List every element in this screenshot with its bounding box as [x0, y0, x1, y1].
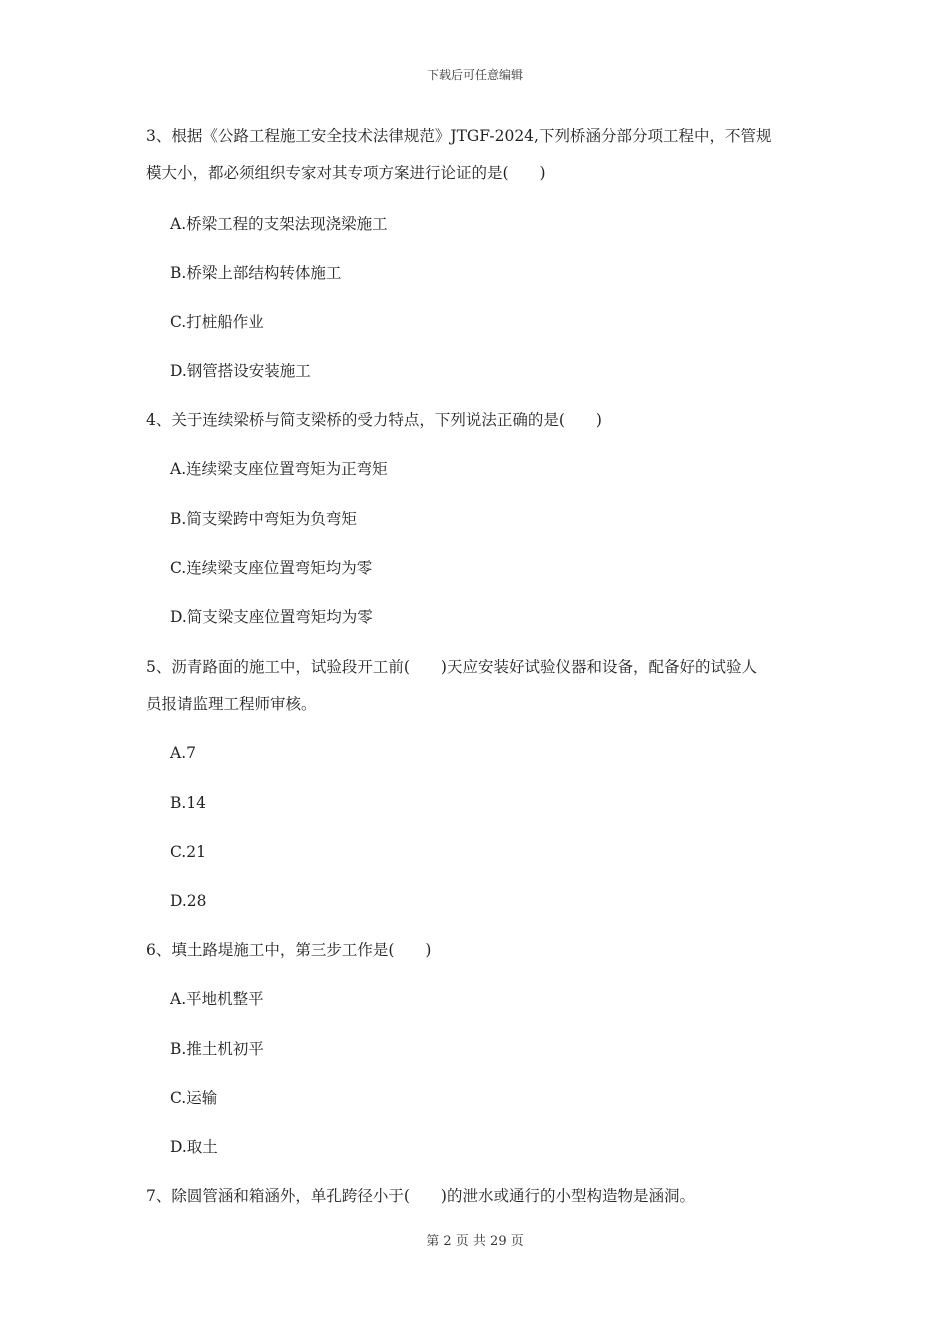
- question-5-option-a: A.7: [170, 744, 196, 762]
- question-3-option-b: B.桥梁上部结构转体施工: [170, 264, 342, 282]
- page-footer: 第 2 页 共 29 页: [426, 1234, 524, 1249]
- question-3-line-2: 模大小，都必须组织专家对其专项方案进行论证的是( ): [146, 164, 546, 182]
- question-4-option-d: D.简支梁支座位置弯矩均为零: [170, 608, 373, 626]
- question-3-option-c: C.打桩船作业: [170, 313, 264, 331]
- question-5-line-2: 员报请监理工程师审核。: [146, 695, 317, 713]
- question-3-option-a: A.桥梁工程的支架法现浇梁施工: [170, 215, 388, 233]
- question-3-option-d: D.钢管搭设安装施工: [170, 362, 311, 380]
- page-header: 下载后可任意编辑: [426, 68, 523, 82]
- question-5-option-b: B.14: [170, 794, 207, 812]
- question-5-line-1: 5、沥青路面的施工中，试验段开工前( )天应安装好试验仪器和设备，配备好的试验人: [146, 658, 757, 676]
- question-5-option-c: C.21: [170, 843, 206, 861]
- question-4-option-c: C.连续梁支座位置弯矩均为零: [170, 559, 373, 577]
- question-4-option-b: B.简支梁跨中弯矩为负弯矩: [170, 510, 357, 528]
- question-7-line-1: 7、除圆管涵和箱涵外，单孔跨径小于( )的泄水或通行的小型构造物是涵洞。: [146, 1187, 695, 1205]
- question-6-option-b: B.推土机初平: [170, 1040, 264, 1058]
- question-4-option-a: A.连续梁支座位置弯矩为正弯矩: [170, 460, 388, 478]
- question-4-line-1: 4、关于连续梁桥与简支梁桥的受力特点，下列说法正确的是( ): [146, 411, 602, 429]
- question-6-option-d: D.取土: [170, 1138, 218, 1156]
- question-6-option-a: A.平地机整平: [170, 990, 264, 1008]
- question-6-line-1: 6、填土路堤施工中，第三步工作是( ): [146, 941, 432, 959]
- question-6-option-c: C.运输: [170, 1089, 218, 1107]
- question-5-option-d: D.28: [170, 892, 207, 910]
- question-3-line-1: 3、根据《公路工程施工安全技术法律规范》JTGF-2024,下列桥涵分部分项工程中，不管规: [146, 127, 772, 145]
